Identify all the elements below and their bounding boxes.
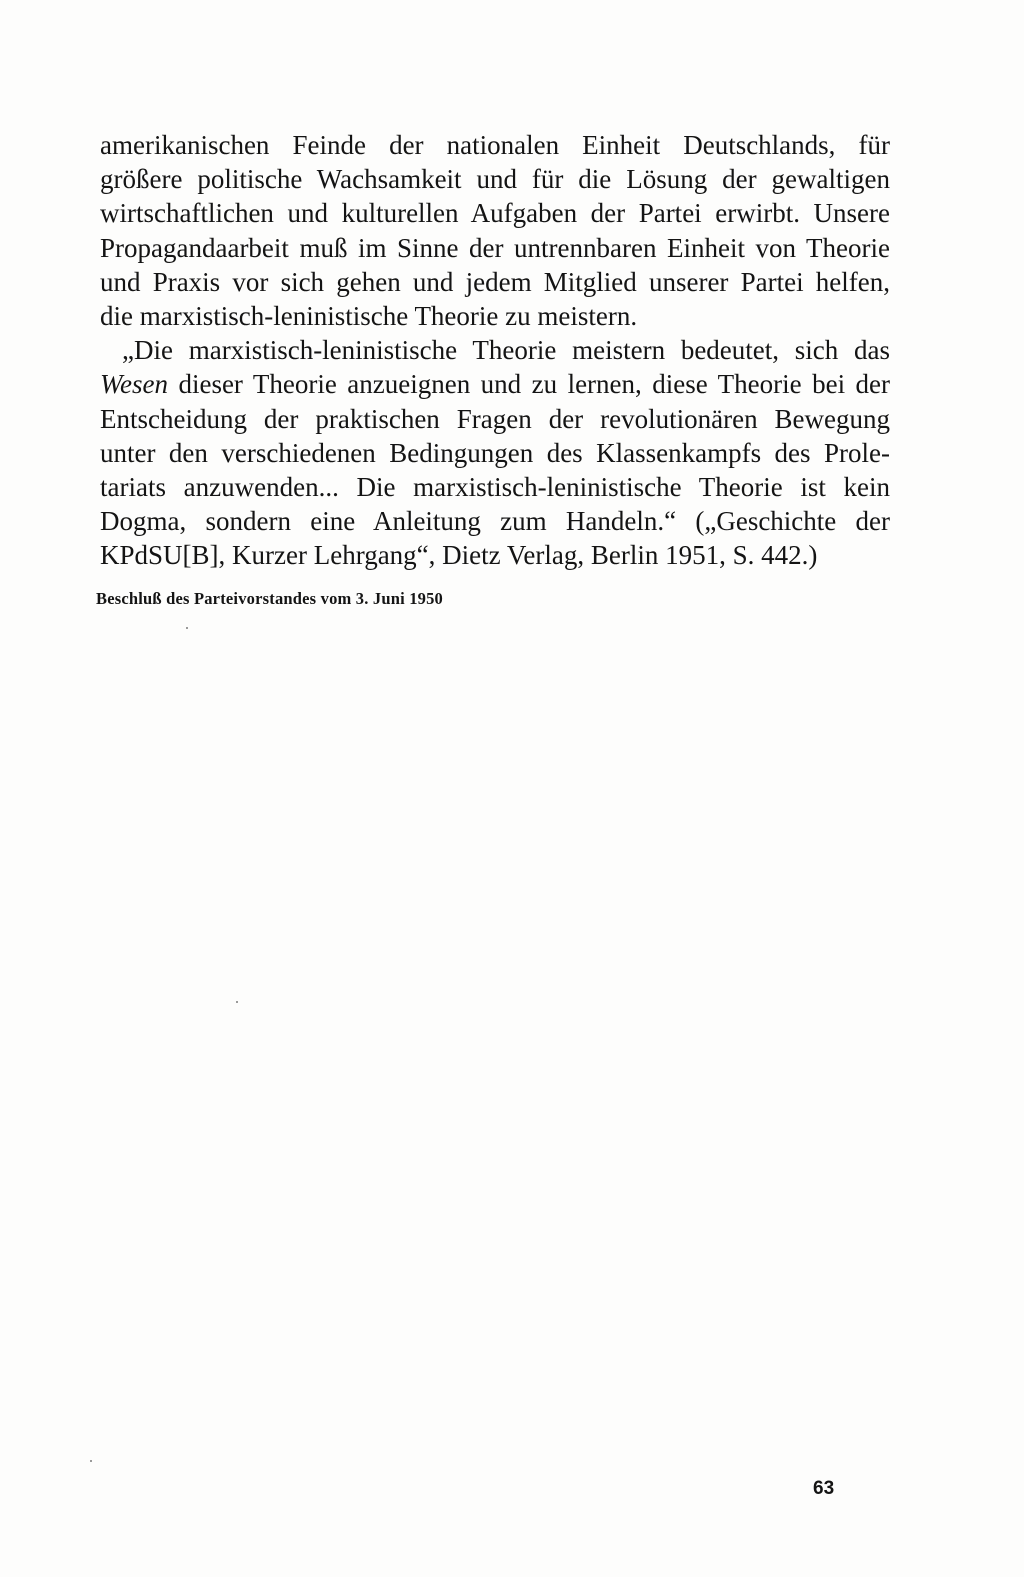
print-speck bbox=[186, 627, 188, 629]
text-line: und Praxis vor sich gehen und jedem Mitglied unserer Partei helfen, bbox=[100, 266, 890, 297]
text-line: größere politische Wachsamkeit und für die Lösung der gewaltigen bbox=[100, 164, 890, 195]
text-line bbox=[100, 367, 890, 401]
paragraph-2-quote bbox=[100, 333, 890, 572]
print-speck bbox=[90, 1460, 92, 1462]
text-line: die marxistisch-leninistische Theorie zu meistern. bbox=[100, 300, 638, 331]
page-number: 63 bbox=[813, 1478, 835, 1499]
text-line: amerikanischen Feinde der nationalen Einheit Deutschlands, für bbox=[100, 130, 890, 160]
text-line: tariats anzuwenden... Die marxistisch-leninistische Theorie ist kein bbox=[100, 471, 890, 502]
text-line: KPdSU[B], Kurzer Lehrgang“, Dietz Verlag, Berlin 1951, S. 442.) bbox=[100, 540, 818, 571]
body-text bbox=[100, 128, 890, 572]
emphasis-word: Wesen bbox=[100, 369, 168, 400]
text-line: Dogma, sondern eine Anleitung zum Handeln.“ („Geschichte der bbox=[100, 506, 890, 537]
source-note: Beschluß des Parteivorstandes vom 3. Juni 1950 bbox=[96, 589, 444, 608]
text-line: Propagandaarbeit muß im Sinne der untrennbaren Einheit von Theorie bbox=[100, 232, 890, 263]
print-speck bbox=[236, 1001, 238, 1003]
text-line: wirtschaftlichen und kulturellen Aufgaben der Partei erwirbt. Unsere bbox=[100, 198, 890, 229]
text-line-rest: dieser Theorie anzueignen und zu lernen, diese Theorie bei der bbox=[178, 369, 890, 400]
text-line: „Die marxistisch-leninistische Theorie meistern bedeutet, sich das bbox=[122, 335, 890, 366]
paragraph-1 bbox=[100, 128, 890, 333]
text-line: unter den verschiedenen Bedingungen des Klassenkampfs des Prole- bbox=[100, 437, 890, 468]
text-line: Entscheidung der praktischen Fragen der revolutionären Bewegung bbox=[100, 403, 890, 434]
